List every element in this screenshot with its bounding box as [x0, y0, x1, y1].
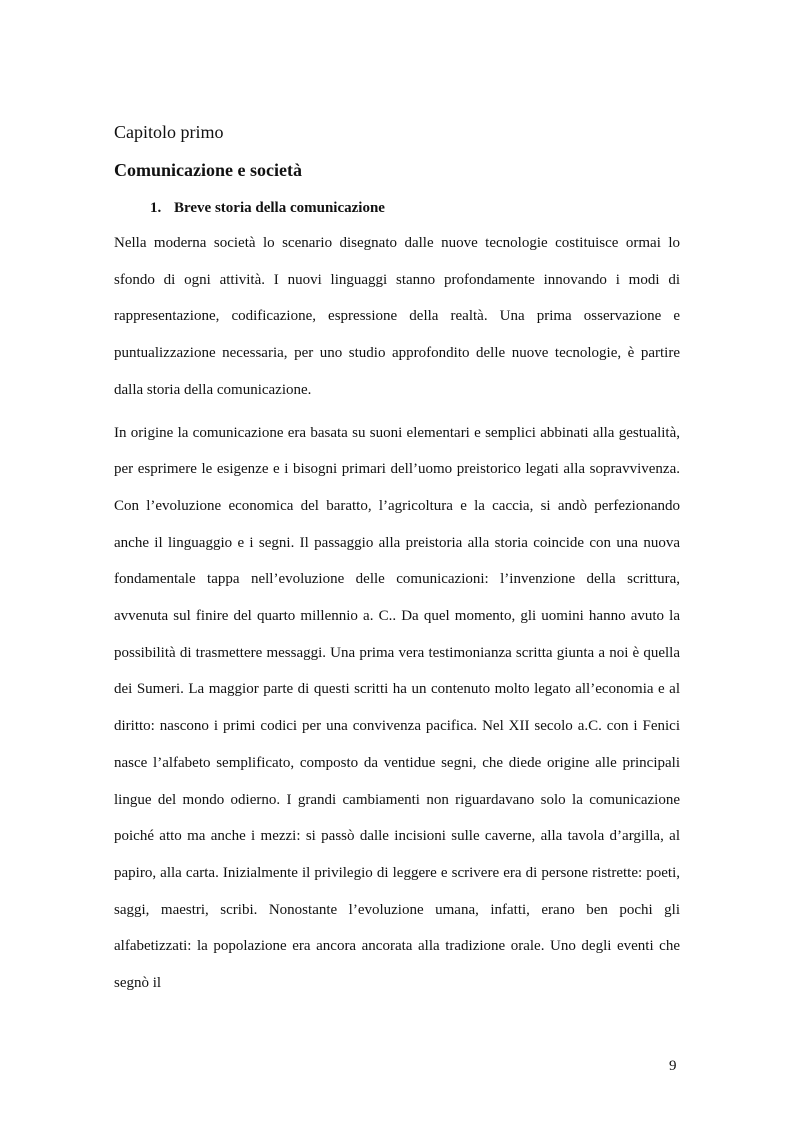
section-title: Breve storia della comunicazione	[174, 200, 385, 216]
chapter-title: Comunicazione e società	[114, 160, 302, 180]
chapter-label: Capitolo primo	[114, 122, 224, 142]
section-heading	[150, 198, 680, 218]
page-number: 9	[669, 1058, 677, 1074]
body-paragraph-2: In origine la comunicazione era basata su suoni elementari e semplici abbinati alla gestualità, per esprimere le esigenze e i bisogni primari dell’uomo preistorico legati alla sopravvivenza. Con l’evoluzione economica del baratto, l’agricoltura e la caccia, si andò perfezionando anche il linguaggio e i segni. Il passaggio alla preistoria alla storia coincide con una nuova fondamentale tappa nell’evoluzione delle comunicazioni: l’invenzione della scrittura, avvenuta sul finire del quarto millennio a. C.. Da quel momento, gli uomini hanno avuto la possibilità di trasmettere messaggi. Una prima vera testimonianza scritta giunta a noi è quella dei Sumeri. La maggior parte di questi scritti ha un contenuto molto legato all’economia e al diritto: nascono i primi codici per una convivenza pacifica. Nel XII secolo a.C. con i Fenici nasce l’alfabeto semplificato, composto da ventidue segni, che diede origine alle principali lingue del mondo odierno. I grandi cambiamenti non riguardavano solo la comunicazione poiché atto ma anche i mezzi: si passò dalle incisioni sulle caverne, alla tavola d’argilla, al papiro, alla carta. Inizialmente il privilegio di leggere e scrivere era di persone ristrette: poeti, saggi, maestri, scribi. Nonostante l’evoluzione umana, infatti, erano ben pochi gli alfabetizzati: la popolazione era ancora ancorata alla tradizione orale. Uno degli eventi che segnò il	[114, 424, 680, 992]
body-paragraph-1: Nella moderna società lo scenario disegnato dalle nuove tecnologie costituisce ormai lo sfondo di ogni attività. I nuovi linguaggi stanno profondamente innovando i modi di rappresentazione, codificazione, espressione della realtà. Una prima osservazione e puntualizzazione necessaria, per uno studio approfondito delle nuove tecnologie, è partire dalla storia della comunicazione.	[114, 235, 680, 398]
page-content	[114, 120, 680, 1002]
section-number: 1.	[150, 200, 162, 216]
